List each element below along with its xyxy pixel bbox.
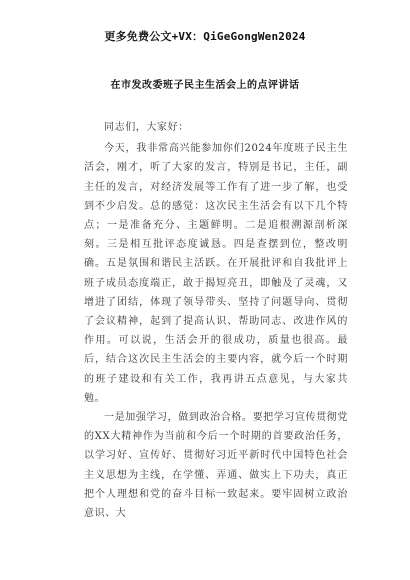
document-body <box>84 118 348 523</box>
promo-header: 更多免费公文+VX：QiGeGongWen2024 <box>104 30 306 43</box>
salutation: 同志们，大家好： <box>104 122 189 133</box>
document-title: 在市发改委班子民主生活会上的点评讲话 <box>110 80 300 91</box>
paragraph-2: 一是加强学习，做到政治合格。要把学习宣传贯彻党的XX大精神作为当前和今后一个时期的首要政治任务，以学习好、宣传好、贯彻好习近平新时代中国特色社会主义思想为主线，在学懂、弄通、做实上下功夫，真正把个人理想和党的奋斗目标一致起来。要牢固树立政治意识、大 <box>84 412 348 520</box>
paragraph-1: 今天，我非常高兴能参加你们2024年度班子民主生活会，刚才，听了大家的发言，特别是书记，主任，副主任的发言，对经济发展等工作有了进一步了解，也受到不少启发。总的感觉：这次民主生活会有以下几个特点；一是准备充分、主题鲜明。二是追根溯源剖析深刻。三是相互批评态度诚恳。四是查摆到位，整改明确。五是氛围和谐民主活跃。在开展批评和自我批评上班子成员态度端正，敢于揭短亮丑，即触及了灵魂，又增进了团结，体现了领导带头、坚持了问题导向、贯彻了会议精神，起到了提高认识、帮助同志、改进作风的作用。可以说，生活会开的很成功，质量也很高。最后，结合这次民主生活会的主要内容，就今后一个时期的班子建设和有关工作，我再讲五点意见，与大家共勉。 <box>84 143 348 404</box>
